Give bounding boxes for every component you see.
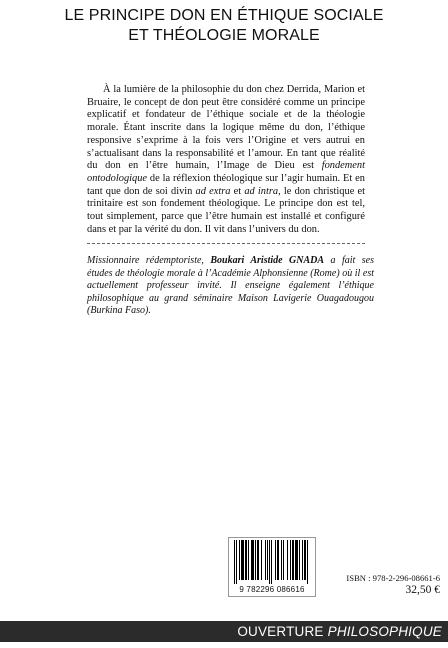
barcode-bar xyxy=(251,540,254,580)
barcode-bar xyxy=(271,540,272,584)
abstract-text-1: À la lumière de la philosophie du don chez Derrida, Marion et Bruaire, le concept de don peut être considéré comme un principe explicatif et fondateur de l’éthique sociale et de la théologie morale. Étant inscrite dans la logique même du don, l’éthique responsive s’exprime à la fois vers l’Origine et vers autrui en s’actualisant dans la responsabilité et l’amour. En tant que réalité du don en l’être humain, l’Image de Dieu est xyxy=(87,84,365,172)
barcode-bar xyxy=(275,540,276,580)
barcode-bar xyxy=(255,540,256,580)
abstract-text-2: de la réflexion théologique sur l’agir humain. Et en tant que don de soi divin xyxy=(87,172,365,197)
barcode-bar xyxy=(257,540,259,580)
barcode xyxy=(228,537,316,597)
barcode-bar xyxy=(267,540,268,580)
collection-word-1: OUVERTURE xyxy=(237,624,324,639)
barcode-bar xyxy=(281,540,282,580)
barcode-bar xyxy=(239,540,240,580)
abstract-text-3: et xyxy=(230,185,245,197)
book-title-line-2: ET THÉOLOGIE MORALE xyxy=(128,27,320,44)
barcode-bar xyxy=(295,540,298,580)
abstract-emphasis-2: ad extra xyxy=(195,185,231,197)
abstract-text-4: , le don christique et trinitaire est son fondement théologique. Le principe don est tel, tout simplement, parce que l’être humain est installé et configuré dans et par la vérité du don. Il vit dans l’univers du don. xyxy=(87,185,365,235)
abstract-emphasis-3: ad intra xyxy=(244,185,279,197)
barcode-bar xyxy=(245,540,247,580)
abstract-paragraph xyxy=(87,84,365,236)
barcode-bar xyxy=(299,540,300,580)
barcode-bar xyxy=(304,540,306,580)
barcode-bar xyxy=(277,540,279,580)
section-divider xyxy=(87,243,365,244)
collection-band xyxy=(0,621,448,642)
barcode-bar xyxy=(283,540,284,580)
barcode-bar xyxy=(261,540,262,580)
isbn-number: ISBN : 978-2-296-08661-6 xyxy=(346,573,440,583)
barcode-bars xyxy=(231,538,313,584)
barcode-bar xyxy=(269,540,270,584)
collection-word-2: PHILOSOPHIQUE xyxy=(327,624,442,639)
barcode-bar xyxy=(292,540,294,580)
bio-text-2: a fait ses études de théologie morale à l’Académie Alphonsienne (Rome) où il est actuellement professeur invité. Il enseigne également l’éthique philosophique au grand séminaire Maison Lavigerie Ouagadougou (Burkina Faso). xyxy=(87,255,374,317)
barcode-bar xyxy=(287,540,288,580)
book-title xyxy=(0,6,448,46)
author-name: Boukari Aristide GNADA xyxy=(210,255,325,266)
barcode-bar xyxy=(236,540,237,584)
collection-name xyxy=(237,621,442,642)
barcode-bar xyxy=(290,540,291,580)
author-bio xyxy=(87,255,374,318)
barcode-bar xyxy=(265,540,266,580)
barcode-bar xyxy=(302,540,303,580)
barcode-bar xyxy=(248,540,249,580)
barcode-bar xyxy=(234,540,235,584)
book-title-line-1: LE PRINCIPE DON EN ÉTHIQUE SOCIALE xyxy=(64,7,384,24)
bio-text-1: Missionnaire rédemptoriste, xyxy=(87,255,211,266)
barcode-bar xyxy=(307,540,308,584)
barcode-bar xyxy=(241,540,244,580)
price: 32,50 € xyxy=(405,584,440,596)
barcode-digits: 9 782296 086616 xyxy=(239,585,305,594)
abstract-emphasis-1: fondement ontodologique xyxy=(87,160,365,184)
